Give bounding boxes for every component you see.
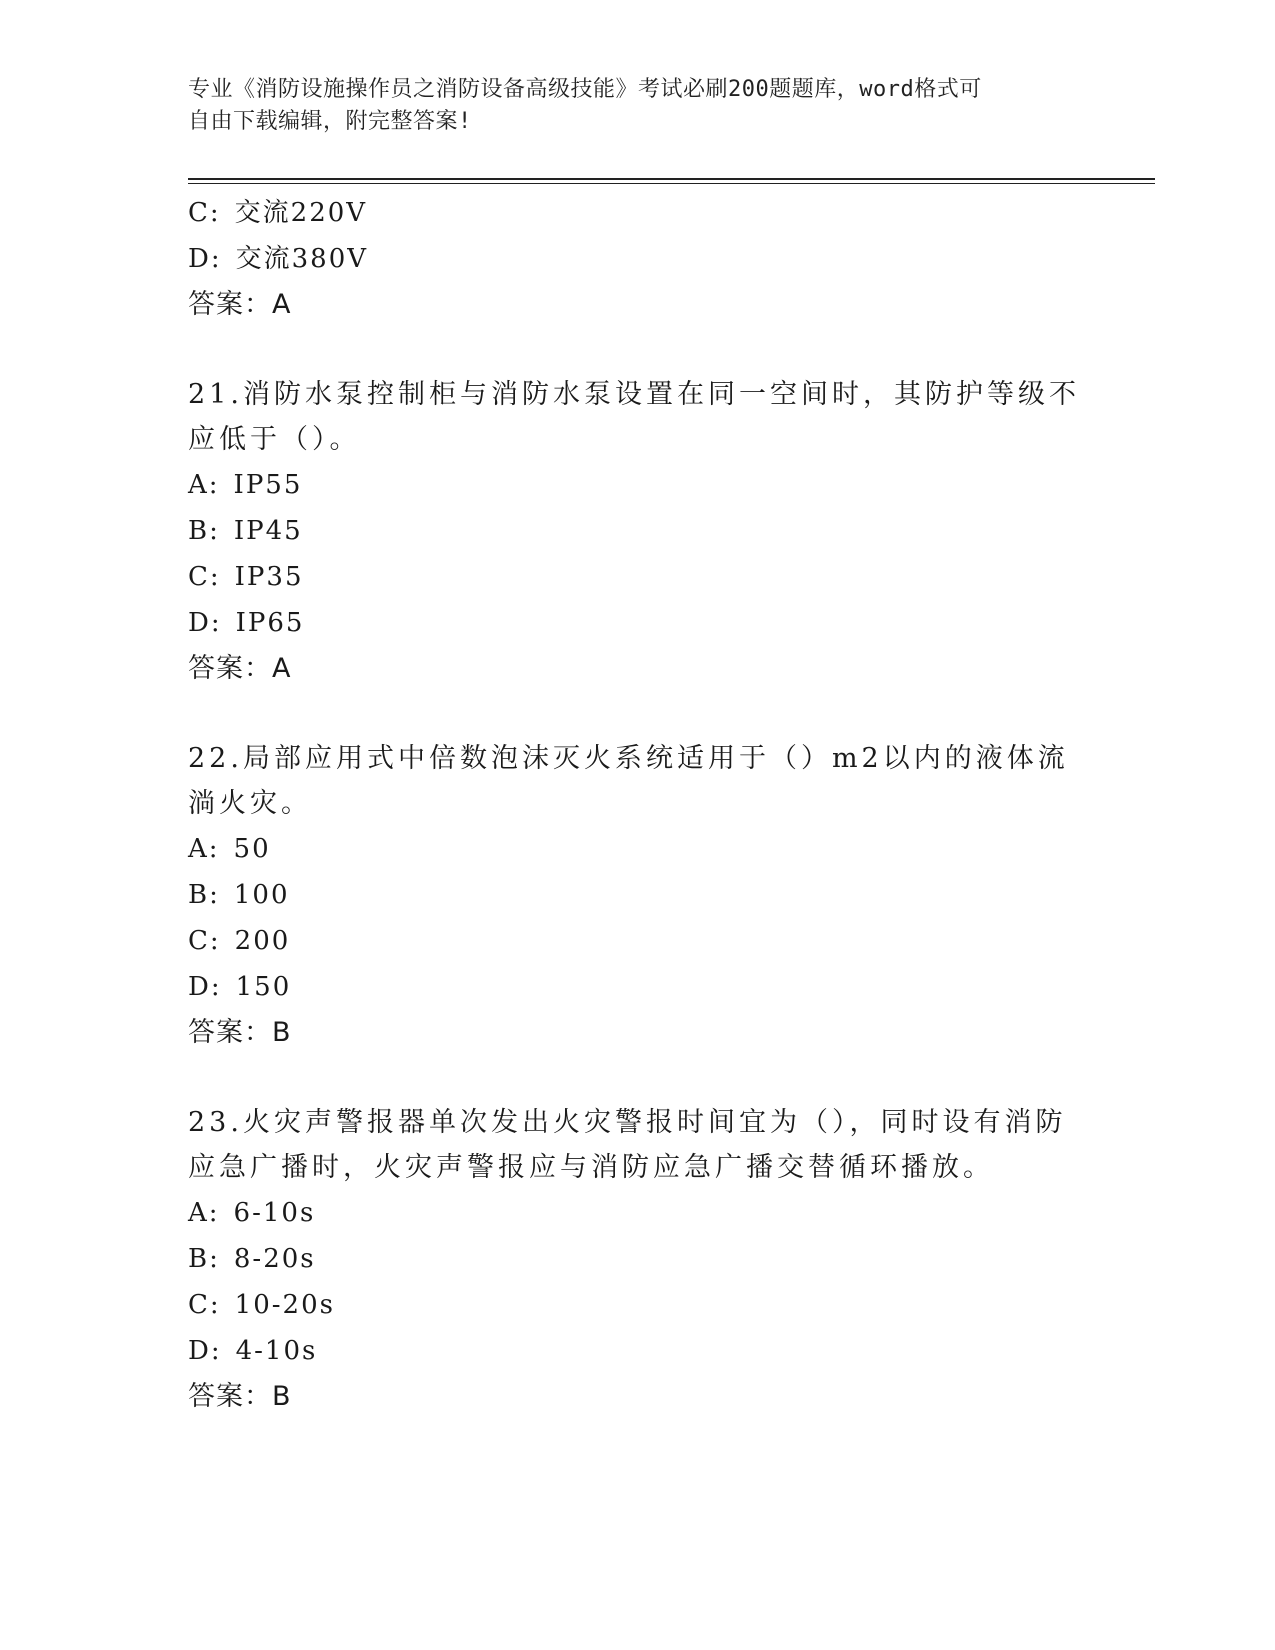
option-row: [188, 462, 1088, 508]
answer-line: 答案：B: [188, 1017, 292, 1048]
option-row: [188, 236, 1088, 282]
option-text: IP35: [234, 562, 304, 592]
option-letter: A:: [188, 1198, 220, 1228]
question-22: [188, 736, 1088, 1056]
question-text: 22.局部应用式中倍数泡沫灭火系统适用于（）m2以内的液体流淌火灾。: [188, 743, 1069, 819]
option-row: [188, 1282, 1088, 1328]
header-divider-thick: [188, 178, 1155, 180]
option-letter: D:: [188, 1336, 222, 1366]
option-row: [188, 190, 1088, 236]
question-text: 21.消防水泵控制柜与消防水泵设置在同一空间时，其防护等级不应低于（）。: [188, 379, 1080, 455]
option-letter: C:: [188, 198, 221, 228]
option-text: IP55: [233, 470, 303, 500]
option-text: 交流380V: [235, 244, 369, 274]
option-text: 8-20s: [233, 1244, 316, 1274]
option-text: 6-10s: [233, 1198, 316, 1228]
header-divider-thin: [188, 183, 1155, 184]
option-letter: A:: [188, 470, 220, 500]
option-letter: B:: [188, 1244, 220, 1274]
option-row: [188, 918, 1088, 964]
option-letter: D:: [188, 244, 222, 274]
page-header: [188, 74, 1068, 138]
option-row: [188, 554, 1088, 600]
option-letter: C:: [188, 1290, 221, 1320]
question-23: [188, 1100, 1088, 1420]
option-letter: B:: [188, 880, 220, 910]
option-row: [188, 508, 1088, 554]
header-line-2: 自由下载编辑，附完整答案!: [188, 109, 472, 134]
option-text: 200: [234, 926, 291, 956]
option-letter: B:: [188, 516, 220, 546]
option-text: 4-10s: [235, 1336, 318, 1366]
question-content: [188, 190, 1088, 1420]
answer-line: 答案：B: [188, 1381, 292, 1412]
option-row: [188, 1236, 1088, 1282]
question-21: [188, 372, 1088, 692]
option-row: [188, 964, 1088, 1010]
option-text: 150: [235, 972, 292, 1002]
question-text: 23.火灾声警报器单次发出火灾警报时间宜为（），同时设有消防应急广播时，火灾声警报应与消防应急广播交替循环播放。: [188, 1107, 1067, 1183]
answer-line: 答案：A: [188, 653, 292, 684]
option-letter: C:: [188, 926, 221, 956]
option-letter: D:: [188, 608, 222, 638]
option-text: 交流220V: [234, 198, 368, 228]
option-row: [188, 826, 1088, 872]
option-text: IP65: [235, 608, 305, 638]
option-text: IP45: [233, 516, 303, 546]
prev-question-block: [188, 190, 1088, 328]
option-text: 100: [233, 880, 290, 910]
option-text: 10-20s: [234, 1290, 335, 1320]
option-row: [188, 872, 1088, 918]
option-text: 50: [233, 834, 271, 864]
answer-line: 答案：A: [188, 289, 292, 320]
option-row: [188, 600, 1088, 646]
option-letter: C:: [188, 562, 221, 592]
option-row: [188, 1190, 1088, 1236]
option-row: [188, 1328, 1088, 1374]
header-line-1: 专业《消防设施操作员之消防设备高级技能》考试必刷200题题库，word格式可: [188, 77, 982, 102]
option-letter: A:: [188, 834, 220, 864]
option-letter: D:: [188, 972, 222, 1002]
